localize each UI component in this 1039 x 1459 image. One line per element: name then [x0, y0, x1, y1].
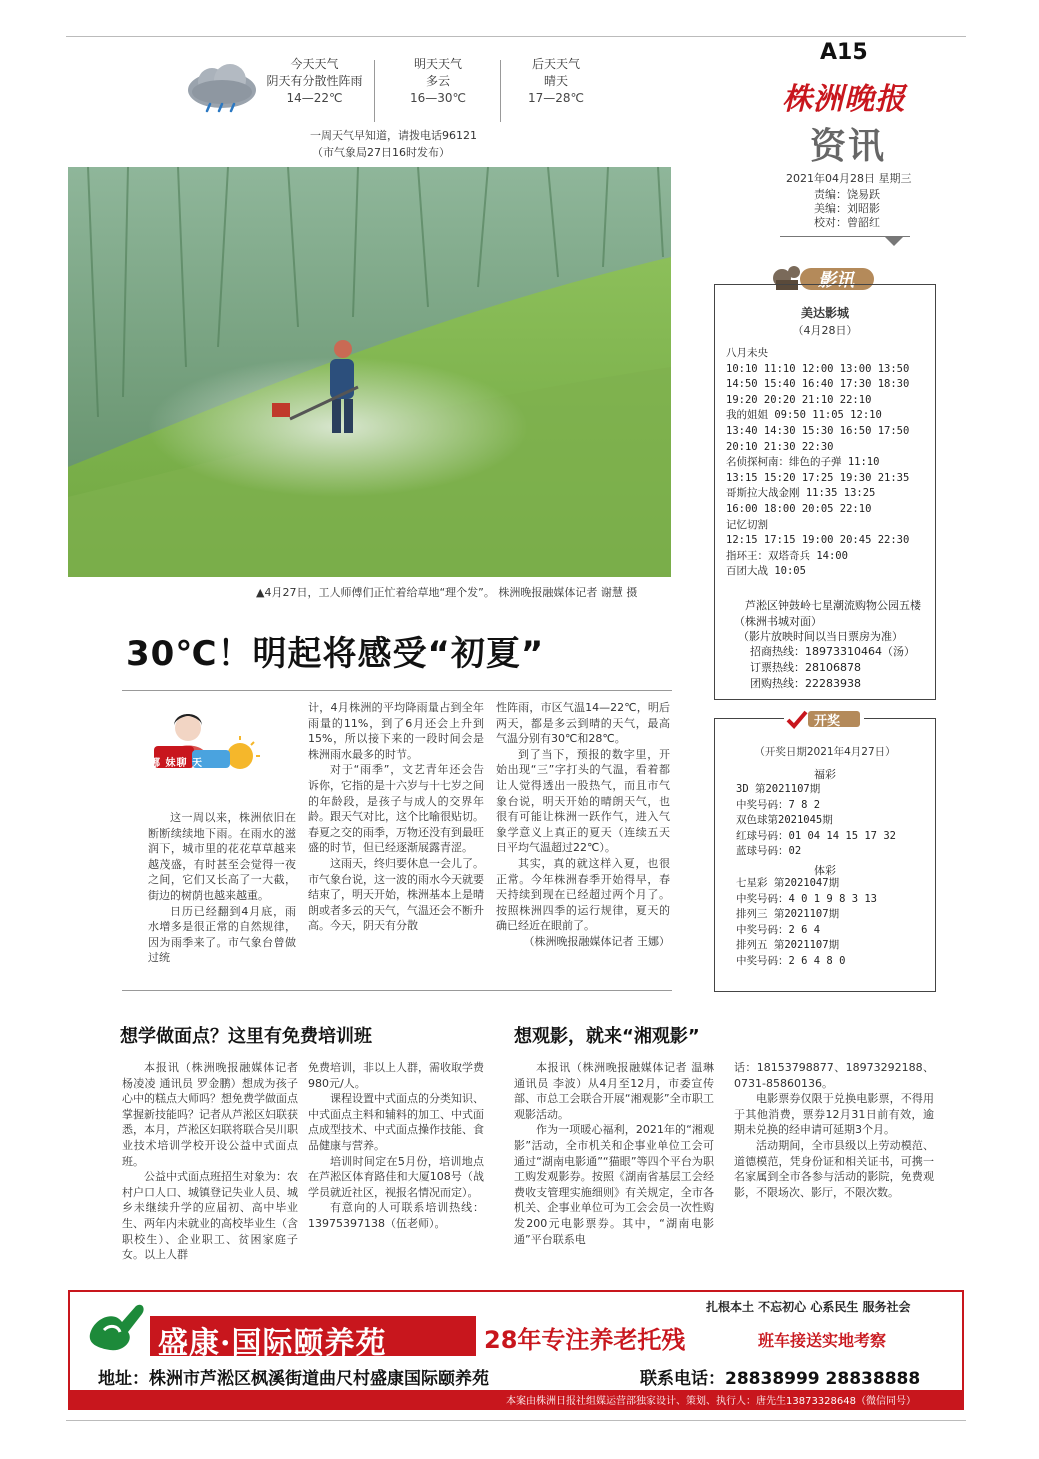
weather-tomorrow — [388, 56, 488, 107]
photo-caption: ▲4月27日，工人师傅们正忙着给草地“理个发”。 株洲晚报融媒体记者 谢慧 摄 — [256, 586, 638, 599]
paragraph: 计，4月株洲的平均降雨量占到全年雨量的11%，到了6月还会上升到15%，所以接下来的一段时间会是株洲雨水最多的时节。 — [308, 701, 484, 761]
paragraph: 课程设置中式面点的分类知识、中式面点主料和辅料的加工、中式面点成型技术、中式面点操作技能、食品健康与营养。 — [308, 1092, 484, 1152]
ad-tagline2: 班车接送实地考察 — [758, 1331, 887, 1350]
weather-after-label: 后天天气 — [531, 57, 580, 71]
paragraph: 电影票券仅限于兑换电影票，不得用于其他消费，票券12月31日前有效，逾期未兑换的经申请可延期3个月。 — [734, 1092, 934, 1137]
article3-col2 — [734, 1060, 934, 1200]
paragraph: 免费培训，非以上人群，需收取学费980元/人。 — [308, 1061, 484, 1090]
article2-col1 — [122, 1060, 298, 1263]
paragraph: 公益中式面点班招生对象为：农村户口人口、城镇登记失业人员、城乡未继续升学的应届初、高中毕业生、两年内未就业的高校毕业生（含职校生）、企业职工、贫困家庭子女。以上人群 — [122, 1170, 298, 1262]
ad-footer: 本案由株洲日报社组媒运营部独家设计、策划、执行人：唐先生13873328648（微信同号） — [506, 1396, 916, 1407]
paragraph: 到了当下，预报的数字里，开始出现“三”字打头的气温，看着都让人觉得透出一股热气，而且市气象台说，明天开始的晴朗天气，也很有可能让株洲一跃作气，进入气象学意义上真正的夏天（连续五天日平均气温超过22℃）。 — [496, 747, 670, 855]
page-date: 2021年04月28日 星期三 — [786, 172, 912, 185]
paragraph: 日历已经翻到4月底，雨水增多是很正常的自然规律，因为雨季来了。市气象台曾做过统 — [148, 904, 296, 965]
paragraph: 有意向的人可联系培训热线：13975397138（伍老师）。 — [308, 1201, 484, 1230]
ad-slogan: 扎根本土 不忘初心 心系民生 服务社会 — [706, 1300, 911, 1314]
paragraph: 这一周以来，株洲依旧在断断续续地下雨。在雨水的滋润下，城市里的花花草草越来越茂盛，有时甚至会觉得一夜之间，它们又长高了一大截，街边的树荫也越来越重。 — [148, 811, 296, 902]
cloud-rain-icon — [182, 62, 260, 114]
welfare-list: 3D 第2021107期 中奖号码：7 8 2 双色球第2021045期 红球号码：01 04 14 15 17 32 蓝球号码：02 — [736, 783, 896, 858]
paragraph: 作为一项暖心福利，2021年的“湘观影”活动，全市机关和企事业单位工会可通过“湖南电影通”“猫眼”等四个平台为职工购发观影券。按照《湖南省基层工会经费收支管理实施细则》有关规定，全市各机关、企事业单位可为工会会员一次性购发200元电影票券。其中，“湖南电影通”平台联系电 — [514, 1123, 714, 1246]
sports-list: 七星彩 第2021047期 中奖号码：4 0 1 9 8 3 13 排列三 第2021107期 中奖号码：2 6 4 排列五 第2021107期 中奖号码：2 6 4 8 0 — [736, 877, 878, 967]
paragraph: 本报讯（株洲晚报融媒体记者 杨凌凌 通讯员 罗金鹏）想成为孩子心中的糕点大师吗？想免费学做面点掌握新技能吗？记者从芦淞区妇联获悉，本月，芦淞区妇联将联合吴川职业技术培训学校开设公益中式面点班。 — [122, 1061, 298, 1168]
page-proof: 校对：曾韶红 — [814, 216, 880, 229]
column-tag: 娜 妹聊 天 — [150, 758, 203, 769]
weather-hotline: 一周天气早知道，请拨电话96121 — [310, 129, 477, 142]
ad-tagline: 28年专注养老托残 — [484, 1326, 686, 1354]
weather-tomorrow-temp: 16—30℃ — [409, 91, 466, 105]
paper-logo: 株洲晚报 — [782, 82, 906, 117]
paragraph: 培训时间定在5月份，培训地点在芦淞区体育路佳和大厦108号（战学员就近社区，视报名情况而定）。 — [308, 1154, 484, 1199]
page-number: A15 — [820, 40, 868, 65]
ad-phone: 联系电话：28838999 28838888 — [640, 1369, 921, 1389]
paragraph: 性阵雨，市区气温14—22℃，明后两天，都是多云到晴的天气，最高气温分别有30℃和28℃。 — [496, 701, 670, 746]
article2-title: 想学做面点？这里有免费培训班 — [120, 1026, 372, 1047]
movie-date: （4月28日） — [792, 324, 858, 337]
article2-col2 — [308, 1060, 484, 1232]
weather-tomorrow-label: 明天天气 — [413, 57, 462, 71]
article3-col1 — [514, 1060, 714, 1247]
paragraph: 其实，真的就这样入夏，也很正常。今年株洲春季开始得早，春天持续到现在已经超过两个月了。按照株洲四季的运行规律，夏天的确已经近在眼前了。 — [496, 856, 670, 933]
weather-today-label: 今天天气 — [290, 57, 339, 71]
article3-title: 想观影，就来“湘观影” — [514, 1026, 700, 1047]
hand-leaf-logo-icon — [84, 1300, 154, 1356]
byline: （株洲晚报融媒体记者 王娜） — [523, 934, 670, 948]
masthead-arrow — [884, 236, 904, 246]
weather-after-desc: 晴天 — [543, 74, 568, 88]
headline: 30℃！明起将感受“初夏” — [126, 634, 545, 674]
weather-after-temp: 17—28℃ — [527, 91, 584, 105]
sports-label: 体彩 — [814, 864, 836, 877]
page-designer: 美编：刘昭影 — [814, 202, 880, 215]
welfare-label: 福彩 — [814, 768, 836, 781]
weather-tomorrow-desc: 多云 — [425, 74, 450, 88]
movie-phone-1: 招商热线：18973310464（汤） — [750, 645, 915, 658]
paragraph: 话：18153798877、18973292188、0731-85860136。 — [734, 1061, 934, 1090]
columnist-avatar — [148, 706, 268, 786]
weather-today — [262, 56, 367, 107]
page-editor: 责编：饶易跃 — [814, 188, 880, 201]
paragraph: 本报讯（株洲晚报融媒体记者 温琳 通讯员 李波）从4月至12月，市委宣传部、市总工会联合开展“湘观影”全市职工观影活动。 — [514, 1061, 714, 1121]
paragraph: 这雨天，终归要休息一会儿了。市气象台说，这一波的雨水今天就要结束了，明天开始，株洲基本上是晴朗或者多云的天气，气温还会不断升高。今天，阴天有分散 — [308, 856, 484, 933]
movie-phone-3: 团购热线：22283938 — [750, 677, 861, 690]
weather-after — [506, 56, 606, 107]
main-article-col3 — [496, 700, 670, 950]
main-article-col1 — [148, 810, 296, 966]
paragraph: 活动期间，全市县级以上劳动模范、道德模范，凭身份证和相关证书，可携一名家属到全市各参与活动的影院，免费观影，不限场次、影厅，不限次数。 — [734, 1138, 934, 1199]
weather-today-temp: 14—22℃ — [286, 91, 343, 105]
weather-today-desc: 阴天有分散性阵雨 — [266, 74, 363, 88]
cinema-address: 芦淞区钟鼓岭七星潮流购物公园五楼（株洲书城对面） — [734, 599, 921, 628]
news-photo — [68, 167, 671, 577]
movie-note: （影片放映时间以当日票房为准） — [738, 630, 903, 643]
lottery-date: （开奖日期2021年4月27日） — [754, 746, 896, 758]
movie-listing: 八月未央 10:10 11:10 12:00 13:00 13:50 14:50 15:40 16:40 17:30 18:30 19:20 20:20 21:10 22:10 我的姐姐 09:50 11:05 12:10 13:40 14:30 15:30 16:50 17:50 20:10 21:30 22:30 名侦探柯南：绯色的子弹 11:10 13:15 15:20 17:25 19:30 21:35 哥斯拉大战金刚 11:35 13:25 16:00 18:00 20:05 22:10 记忆切割 12:15 17:15 19:00 20:45 22:30 指环王：双塔奇兵 14:00 百团大战 10:05 — [726, 347, 910, 578]
lottery-header: 开奖 — [814, 714, 841, 729]
ad-address: 地址：株洲市芦淞区枫溪街道曲尺村盛康国际颐养苑 — [98, 1369, 489, 1389]
weather-source: （市气象局27日16时发布） — [312, 146, 450, 159]
ad-brand: 盛康·国际颐养苑 — [158, 1326, 387, 1361]
paragraph: 对于“雨季”，文艺青年还会告诉你，它指的是十六岁与十七岁之间的年龄段，是孩子与成人的交界年龄。跟天气对比，这个比喻很贴切。春夏之交的雨季，万物还没有到最旺盛的时节，但已经逐渐展露青涩。 — [308, 763, 484, 855]
movie-phone-2: 订票热线：28106878 — [750, 661, 861, 674]
cinema-name: 美达影城 — [800, 306, 849, 320]
main-article-col2 — [308, 700, 484, 934]
movie-header: 影讯 — [818, 270, 854, 291]
section-title: 资讯 — [810, 125, 887, 167]
